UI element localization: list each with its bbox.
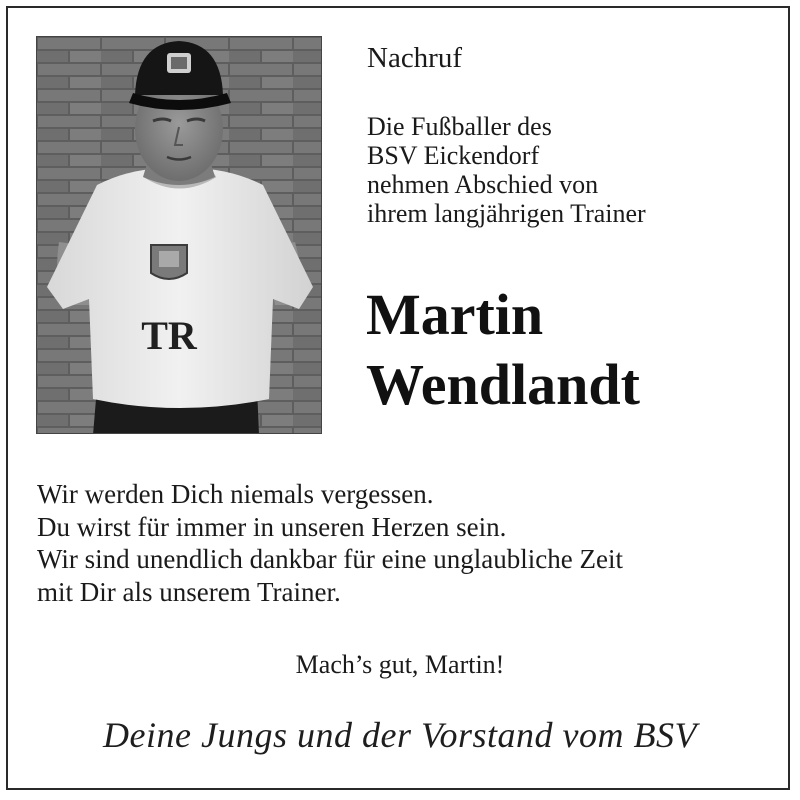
- intro-line: nehmen Abschied von: [367, 170, 599, 199]
- portrait-image: [37, 37, 322, 434]
- first-name: Martin: [366, 282, 544, 347]
- farewell-line: Mach’s gut, Martin!: [295, 650, 505, 679]
- tribute-line: Wir werden Dich niemals vergessen.: [37, 479, 434, 509]
- shirt-text: TR: [141, 313, 197, 358]
- intro-line: ihrem langjährigen Trainer: [367, 199, 646, 228]
- tribute-line: Du wirst für immer in unseren Herzen sein.: [37, 511, 507, 542]
- tribute-text: [37, 478, 623, 608]
- deceased-name: [366, 280, 640, 420]
- signature-line: Deine Jungs und der Vorstand vom BSV: [103, 715, 697, 755]
- tribute-line: Wir sind unendlich dankbar für eine unglaubliche Zeit: [37, 544, 623, 574]
- intro-line: BSV Eickendorf: [367, 141, 540, 170]
- intro-text: [367, 112, 646, 228]
- portrait-photo: [36, 36, 322, 434]
- intro-line: Die Fußballer des: [367, 112, 552, 141]
- notice-heading: Nachruf: [367, 42, 463, 74]
- last-name: Wendlandt: [366, 352, 640, 417]
- tribute-line: mit Dir als unserem Trainer.: [37, 576, 341, 607]
